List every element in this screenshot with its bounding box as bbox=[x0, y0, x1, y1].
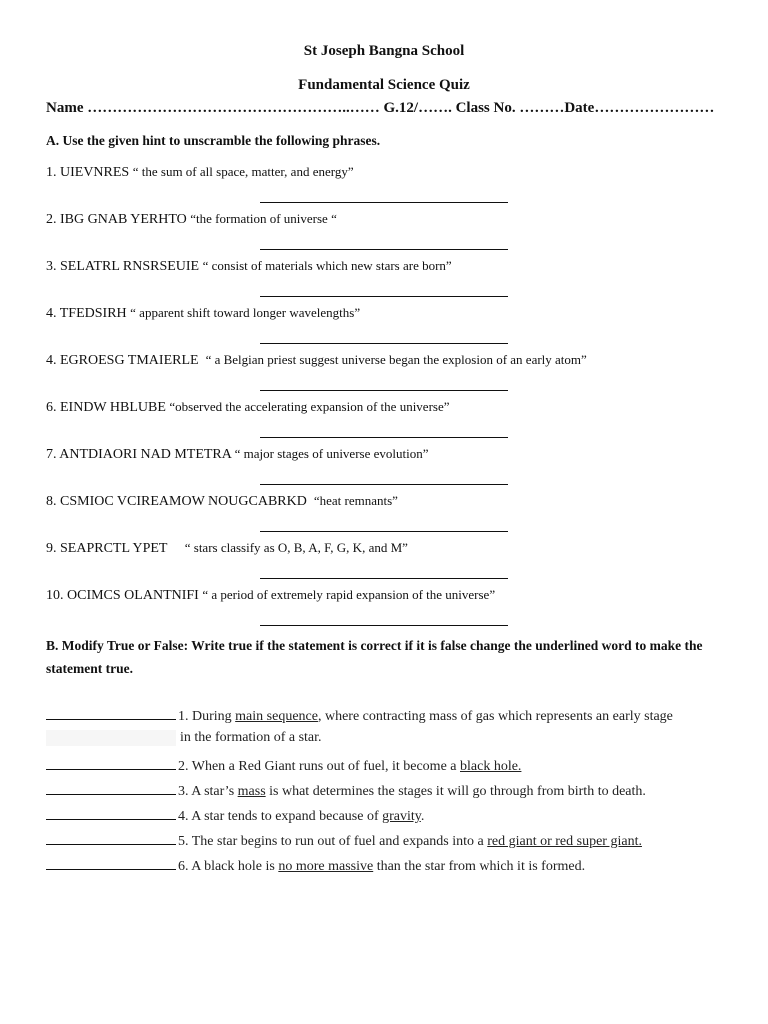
scrambled-phrase: UIEVNRES bbox=[60, 165, 130, 180]
answer-line[interactable] bbox=[260, 296, 508, 297]
hint-text: “heat remnants” bbox=[313, 493, 398, 508]
underlined-word: main sequence bbox=[235, 709, 318, 724]
statement-pre: 3. A star’s bbox=[178, 784, 238, 799]
scrambled-phrase: OCIMCS OLANTNIFI bbox=[67, 588, 199, 603]
hint-text: “ a Belgian priest suggest universe began the explosion of an early atom” bbox=[205, 352, 587, 367]
question-number: 4. bbox=[46, 306, 57, 321]
unscramble-question bbox=[46, 493, 398, 510]
true-false-item bbox=[46, 705, 673, 725]
unscramble-question bbox=[46, 352, 587, 369]
unscramble-question bbox=[46, 399, 450, 416]
answer-line[interactable] bbox=[260, 484, 508, 485]
question-number: 7. bbox=[46, 447, 57, 462]
answer-line[interactable] bbox=[260, 390, 508, 391]
shaded-blank-area bbox=[46, 730, 176, 746]
answer-blank[interactable] bbox=[46, 755, 176, 770]
unscramble-question bbox=[46, 305, 360, 322]
unscramble-question bbox=[46, 540, 408, 557]
student-info-line: Name ……………………………………………..…… G.12/……. Class No. ………Date…………………… bbox=[46, 100, 715, 116]
answer-line[interactable] bbox=[260, 625, 508, 626]
unscramble-question bbox=[46, 258, 452, 275]
statement-pre: 6. A black hole is bbox=[178, 859, 279, 874]
statement-post: . bbox=[420, 809, 425, 824]
answer-line[interactable] bbox=[260, 531, 508, 532]
hint-text: “ a period of extremely rapid expansion of the universe” bbox=[202, 587, 496, 602]
underlined-word: red giant or red super giant. bbox=[487, 834, 642, 849]
school-name: St Joseph Bangna School bbox=[303, 43, 465, 59]
scrambled-phrase: CSMIOC VCIREAMOW NOUGCABRKD bbox=[60, 494, 311, 509]
question-number: 3. bbox=[46, 259, 57, 274]
question-number: 8. bbox=[46, 494, 57, 509]
true-false-item bbox=[46, 780, 646, 800]
statement-post: than the star from which it is formed. bbox=[373, 859, 586, 874]
answer-line[interactable] bbox=[260, 437, 508, 438]
statement-text bbox=[178, 759, 521, 775]
tf-item-1-continuation: in the formation of a star. bbox=[180, 730, 322, 745]
scrambled-phrase: EGROESG TMAIERLE bbox=[60, 353, 203, 368]
hint-text: “observed the accelerating expansion of the universe” bbox=[169, 399, 450, 414]
statement-text bbox=[178, 809, 424, 825]
underlined-word: black hole. bbox=[460, 759, 522, 774]
hint-text: “the formation of universe “ bbox=[190, 211, 337, 226]
answer-line[interactable] bbox=[260, 343, 508, 344]
answer-blank[interactable] bbox=[46, 830, 176, 845]
true-false-item bbox=[46, 755, 521, 775]
statement-text bbox=[178, 834, 642, 850]
true-false-item bbox=[46, 805, 424, 825]
scrambled-phrase: IBG GNAB YERHTO bbox=[60, 212, 187, 227]
unscramble-question bbox=[46, 164, 354, 181]
section-b-instruction: B. Modify True or False: Write true if the statement is correct if it is false change the underlined word to make the statement true. bbox=[46, 638, 703, 676]
question-number: 6. bbox=[46, 400, 57, 415]
question-number: 9. bbox=[46, 541, 57, 556]
scrambled-phrase: ANTDIAORI NAD MTETRA bbox=[59, 447, 232, 462]
hint-text: “ consist of materials which new stars are born” bbox=[202, 258, 452, 273]
question-number: 4. bbox=[46, 353, 57, 368]
statement-text bbox=[178, 709, 673, 725]
true-false-item bbox=[46, 830, 642, 850]
answer-blank[interactable] bbox=[46, 780, 176, 795]
statement-pre: 5. The star begins to run out of fuel and expands into a bbox=[178, 834, 488, 849]
hint-text: “ the sum of all space, matter, and energy” bbox=[132, 164, 354, 179]
answer-blank[interactable] bbox=[46, 805, 176, 820]
question-number: 10. bbox=[46, 588, 64, 603]
statement-post: , where contracting mass of gas which represents an early stage bbox=[317, 709, 673, 724]
statement-post: is what determines the stages it will go through from birth to death. bbox=[265, 784, 646, 799]
unscramble-question bbox=[46, 446, 428, 463]
question-number: 2. bbox=[46, 212, 57, 227]
statement-text bbox=[178, 784, 646, 800]
scrambled-phrase: SELATRL RNSRSEUIE bbox=[60, 259, 200, 274]
scrambled-phrase: SEAPRCTL YPET bbox=[60, 541, 182, 556]
hint-text: “ apparent shift toward longer wavelengths” bbox=[130, 305, 361, 320]
scrambled-phrase: TFEDSIRH bbox=[59, 306, 127, 321]
underlined-word: no more massive bbox=[278, 859, 374, 874]
answer-blank[interactable] bbox=[46, 705, 176, 720]
unscramble-question bbox=[46, 587, 495, 604]
section-a-instruction: A. Use the given hint to unscramble the following phrases. bbox=[46, 133, 381, 148]
statement-pre: 4. A star tends to expand because of bbox=[178, 809, 383, 824]
hint-text: “ major stages of universe evolution” bbox=[234, 446, 429, 461]
statement-text bbox=[178, 859, 585, 875]
unscramble-question bbox=[46, 211, 337, 228]
scrambled-phrase: EINDW HBLUBE bbox=[60, 400, 166, 415]
underlined-word: mass bbox=[237, 784, 266, 799]
answer-line[interactable] bbox=[260, 249, 508, 250]
answer-line[interactable] bbox=[260, 578, 508, 579]
answer-line[interactable] bbox=[260, 202, 508, 203]
quiz-title: Fundamental Science Quiz bbox=[298, 77, 470, 93]
true-false-item bbox=[46, 855, 585, 875]
statement-pre: 1. During bbox=[178, 709, 236, 724]
question-number: 1. bbox=[46, 165, 57, 180]
hint-text: “ stars classify as O, B, A, F, G, K, and M” bbox=[184, 540, 408, 555]
statement-pre: 2. When a Red Giant runs out of fuel, it become a bbox=[178, 759, 460, 774]
answer-blank[interactable] bbox=[46, 855, 176, 870]
underlined-word: gravity bbox=[382, 809, 421, 824]
